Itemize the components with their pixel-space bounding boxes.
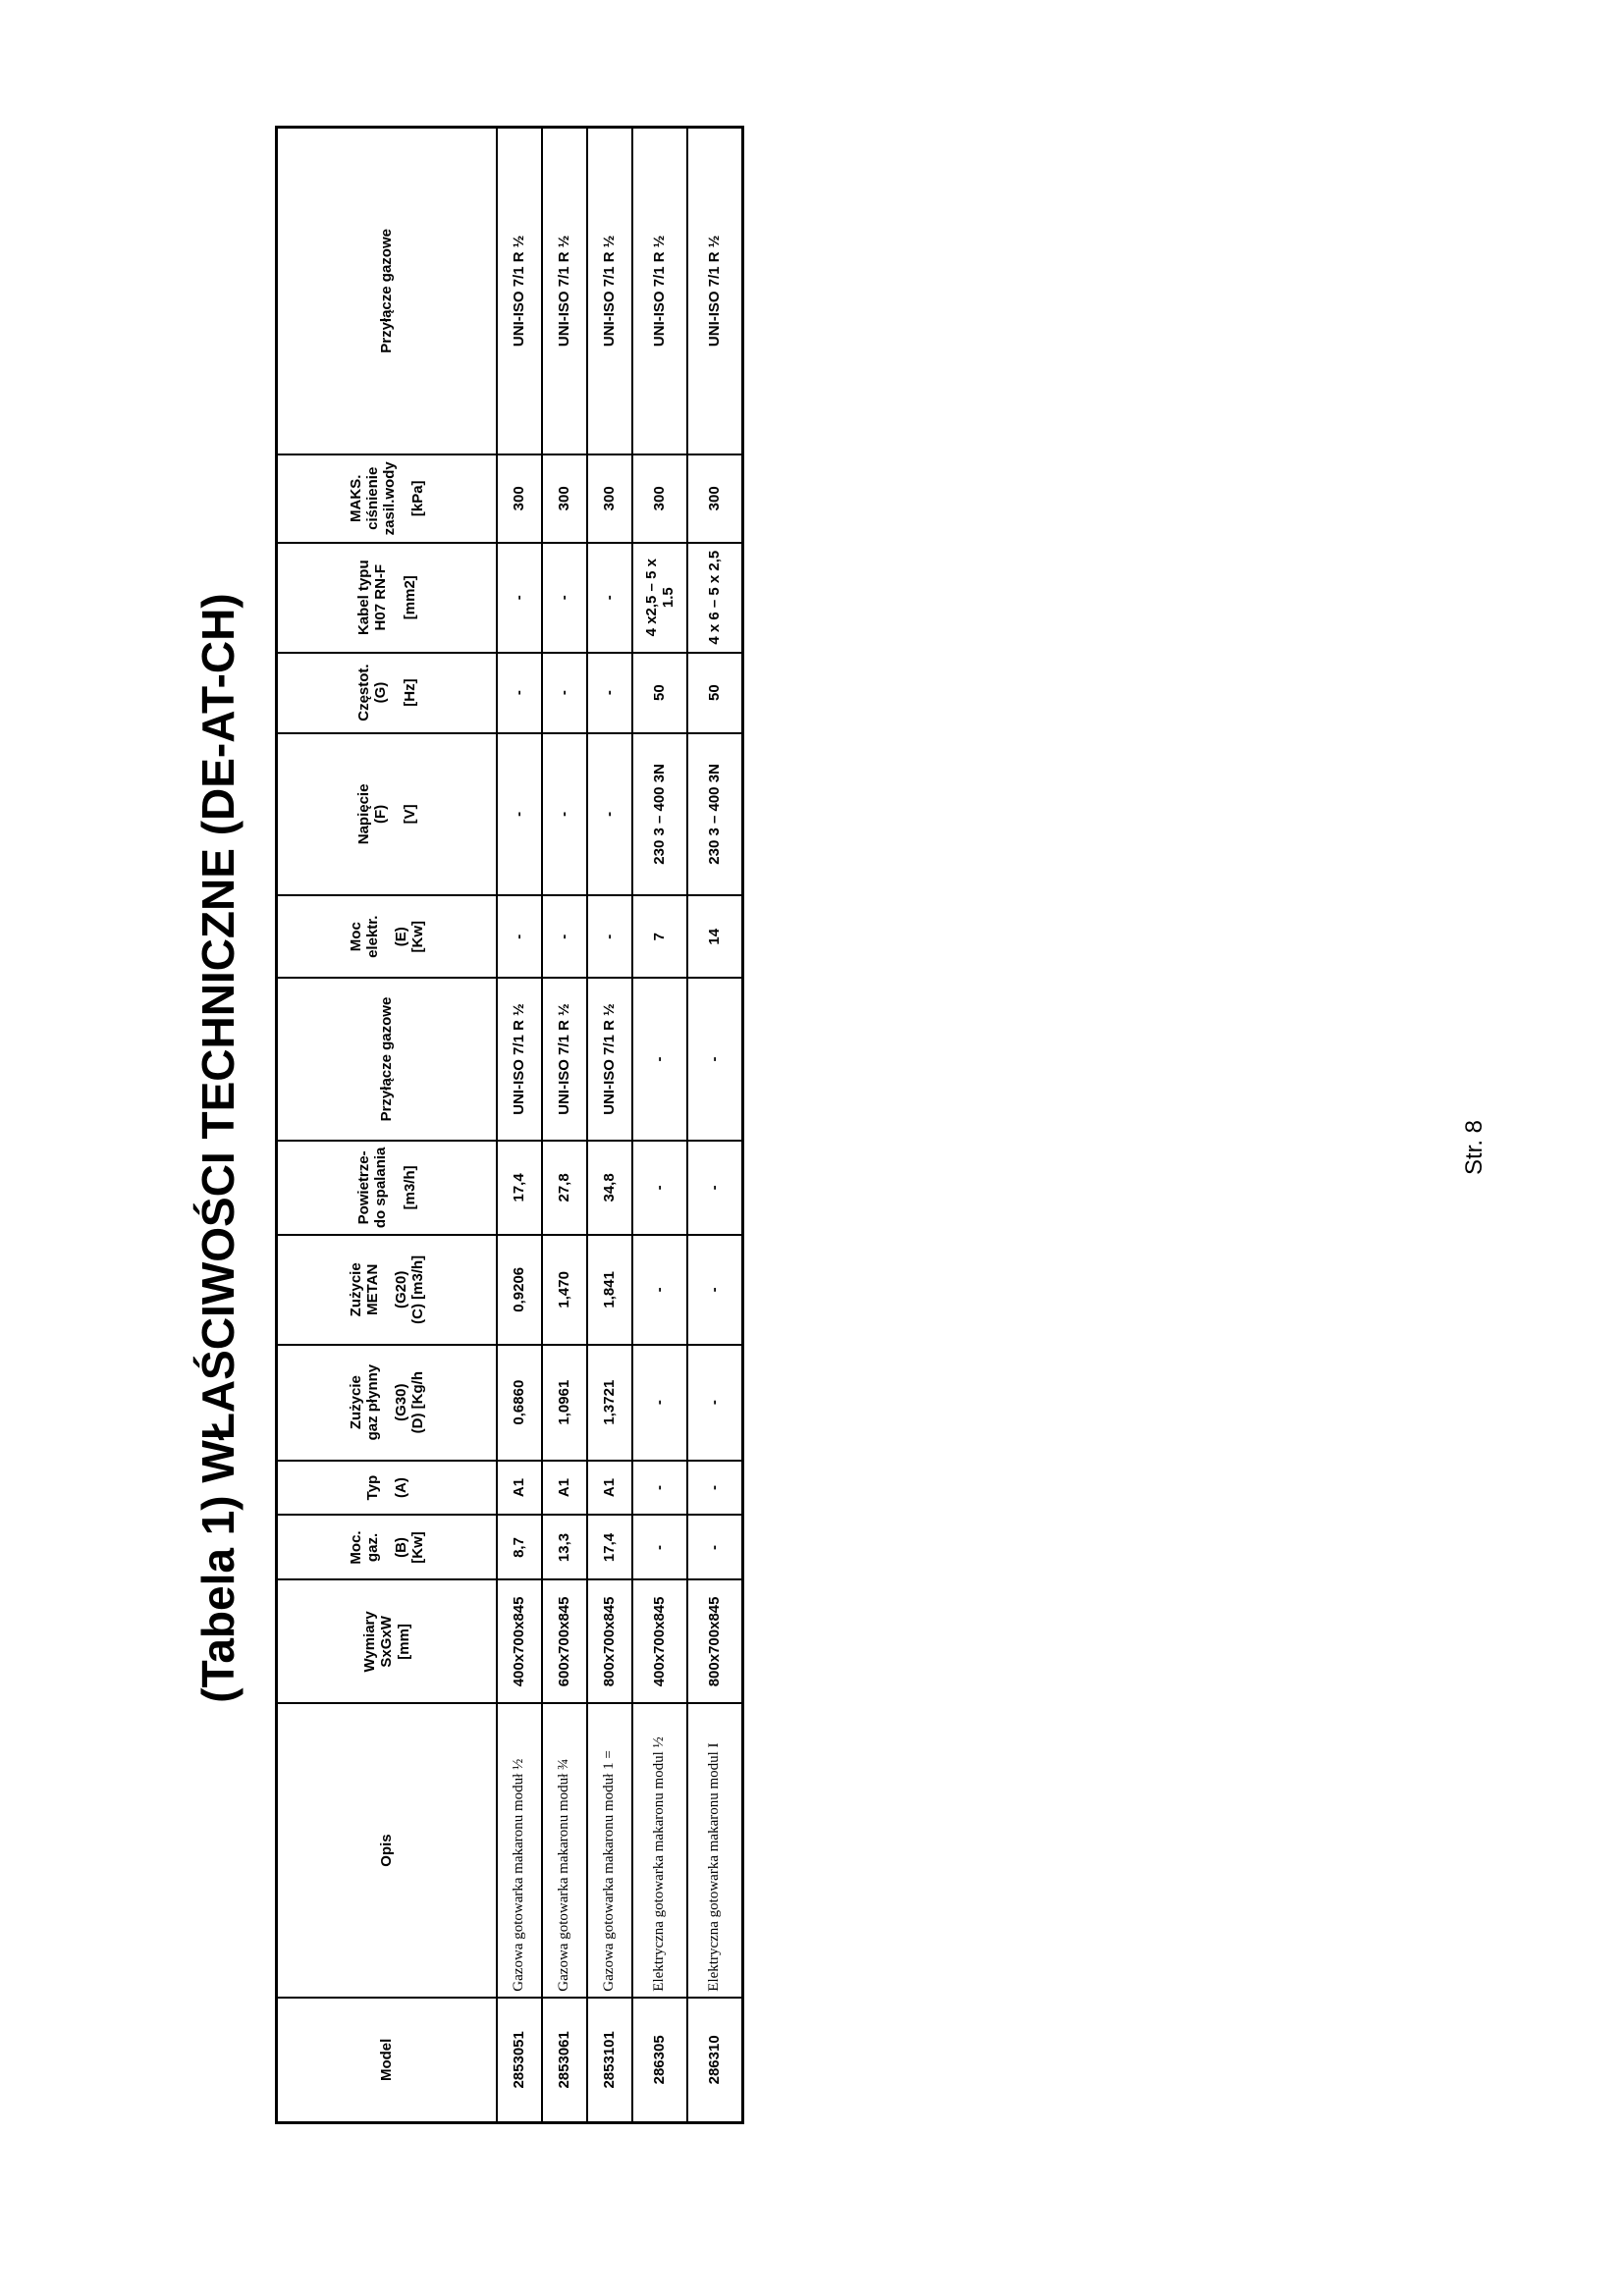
cell-przylacze-2: UNI-ISO 7/1 R ½ — [687, 128, 743, 454]
cell-przylacze-2: UNI-ISO 7/1 R ½ — [497, 128, 542, 454]
header-powietrze: Powietrze- do spalania [m3/h] — [277, 1141, 498, 1235]
cell-moc-gaz: 8,7 — [497, 1516, 542, 1580]
cell-napiecie: 230 3 – 400 3N — [632, 733, 687, 896]
cell-zuzycie-gaz: 1,0961 — [542, 1345, 587, 1461]
cell-typ: A1 — [497, 1461, 542, 1516]
cell-przylacze-1: UNI-ISO 7/1 R ½ — [497, 978, 542, 1141]
cell-napiecie: 230 3 – 400 3N — [687, 733, 743, 896]
cell-model: 286310 — [687, 1998, 743, 2123]
table-row — [687, 128, 743, 2123]
cell-kabel: - — [497, 543, 542, 653]
cell-przylacze-1: - — [632, 978, 687, 1141]
cell-opis: Gazowa gotowarka makaronu moduł ¾ — [542, 1703, 587, 1997]
cell-opis: Gazowa gotowarka makaronu moduł 1 = — [587, 1703, 632, 1997]
cell-moc-gaz: 13,3 — [542, 1516, 587, 1580]
cell-czestotliwosc: 50 — [632, 653, 687, 733]
cell-moc-gaz: 17,4 — [587, 1516, 632, 1580]
cell-model: 2853061 — [542, 1998, 587, 2123]
cell-kabel: - — [587, 543, 632, 653]
cell-moc-gaz: - — [632, 1516, 687, 1580]
page-title: (Tabela 1) WŁAŚCIWOŚCI TECHNICZNE (DE-AT-CH) — [192, 593, 244, 1703]
cell-zuzycie-gaz: - — [687, 1345, 743, 1461]
cell-cisnienie: 300 — [687, 454, 743, 543]
cell-moc-elektr: - — [542, 895, 587, 978]
cell-czestotliwosc: - — [497, 653, 542, 733]
cell-kabel: 4 x2,5 – 5 x 1.5 — [632, 543, 687, 653]
cell-moc-elektr: 14 — [687, 895, 743, 978]
cell-przylacze-1: UNI-ISO 7/1 R ½ — [542, 978, 587, 1141]
cell-czestotliwosc: - — [542, 653, 587, 733]
cell-zuzycie-metan: - — [632, 1235, 687, 1345]
page-number: Str. 8 — [1461, 1119, 1488, 1176]
header-przylacze-1: Przyłącze gazowe — [277, 978, 498, 1141]
cell-przylacze-2: UNI-ISO 7/1 R ½ — [587, 128, 632, 454]
header-typ: Typ (A) — [277, 1461, 498, 1516]
cell-cisnienie: 300 — [632, 454, 687, 543]
cell-wymiary: 800x700x845 — [587, 1579, 632, 1703]
cell-opis: Elektryczna gotowarka makaronu modul ½ — [632, 1703, 687, 1997]
cell-moc-gaz: - — [687, 1516, 743, 1580]
cell-wymiary: 400x700x845 — [632, 1579, 687, 1703]
cell-opis: Gazowa gotowarka makaronu moduł ½ — [497, 1703, 542, 1997]
cell-zuzycie-metan: 0,9206 — [497, 1235, 542, 1345]
table-header-row — [277, 128, 498, 2123]
cell-opis: Elektryczna gotowarka makaronu modul I — [687, 1703, 743, 1997]
header-czestotliwosc: Częstot. (G) [Hz] — [277, 653, 498, 733]
cell-model: 2853051 — [497, 1998, 542, 2123]
cell-czestotliwosc: 50 — [687, 653, 743, 733]
cell-kabel: 4 x 6 – 5 x 2,5 — [687, 543, 743, 653]
cell-typ: A1 — [587, 1461, 632, 1516]
header-przylacze-2: Przyłącze gazowe — [277, 128, 498, 454]
cell-wymiary: 600x700x845 — [542, 1579, 587, 1703]
cell-przylacze-2: UNI-ISO 7/1 R ½ — [542, 128, 587, 454]
cell-typ: - — [687, 1461, 743, 1516]
header-wymiary: Wymiary SxGxW [mm] — [277, 1579, 498, 1703]
cell-powietrze: 27,8 — [542, 1141, 587, 1235]
cell-przylacze-1: - — [687, 978, 743, 1141]
table-row — [587, 128, 632, 2123]
cell-typ: - — [632, 1461, 687, 1516]
cell-cisnienie: 300 — [542, 454, 587, 543]
cell-zuzycie-metan: 1,841 — [587, 1235, 632, 1345]
cell-wymiary: 400x700x845 — [497, 1579, 542, 1703]
technical-specs-table — [275, 126, 744, 2124]
table-row — [632, 128, 687, 2123]
cell-powietrze: - — [687, 1141, 743, 1235]
header-napiecie: Napięcie (F) [V] — [277, 733, 498, 896]
header-kabel: Kabel typu H07 RN-F [mm2] — [277, 543, 498, 653]
table-row — [542, 128, 587, 2123]
cell-zuzycie-gaz: - — [632, 1345, 687, 1461]
header-cisnienie: MAKS. ciśnienie zasil.wody [kPa] — [277, 454, 498, 543]
cell-model: 286305 — [632, 1998, 687, 2123]
cell-cisnienie: 300 — [587, 454, 632, 543]
cell-moc-elektr: - — [497, 895, 542, 978]
cell-wymiary: 800x700x845 — [687, 1579, 743, 1703]
cell-przylacze-2: UNI-ISO 7/1 R ½ — [632, 128, 687, 454]
cell-zuzycie-metan: - — [687, 1235, 743, 1345]
cell-powietrze: - — [632, 1141, 687, 1235]
cell-napiecie: - — [587, 733, 632, 896]
cell-napiecie: - — [542, 733, 587, 896]
table-row — [497, 128, 542, 2123]
cell-moc-elektr: 7 — [632, 895, 687, 978]
cell-napiecie: - — [497, 733, 542, 896]
cell-zuzycie-gaz: 0,6860 — [497, 1345, 542, 1461]
cell-powietrze: 17,4 — [497, 1141, 542, 1235]
cell-cisnienie: 300 — [497, 454, 542, 543]
header-zuzycie-gaz: Zużycie gaz płynny (G30) (D) [Kg/h — [277, 1345, 498, 1461]
cell-zuzycie-metan: 1,470 — [542, 1235, 587, 1345]
cell-model: 2853101 — [587, 1998, 632, 2123]
header-opis: Opis — [277, 1703, 498, 1997]
header-moc-elektr: Moc elektr. (E) [Kw] — [277, 895, 498, 978]
header-zuzycie-metan: Zużycie METAN (G20) (C) [m3/h] — [277, 1235, 498, 1345]
cell-typ: A1 — [542, 1461, 587, 1516]
cell-czestotliwosc: - — [587, 653, 632, 733]
cell-zuzycie-gaz: 1,3721 — [587, 1345, 632, 1461]
cell-przylacze-1: UNI-ISO 7/1 R ½ — [587, 978, 632, 1141]
header-model: Model — [277, 1998, 498, 2123]
cell-moc-elektr: - — [587, 895, 632, 978]
cell-kabel: - — [542, 543, 587, 653]
header-moc-gaz: Moc. gaz. (B) [Kw] — [277, 1516, 498, 1580]
cell-powietrze: 34,8 — [587, 1141, 632, 1235]
